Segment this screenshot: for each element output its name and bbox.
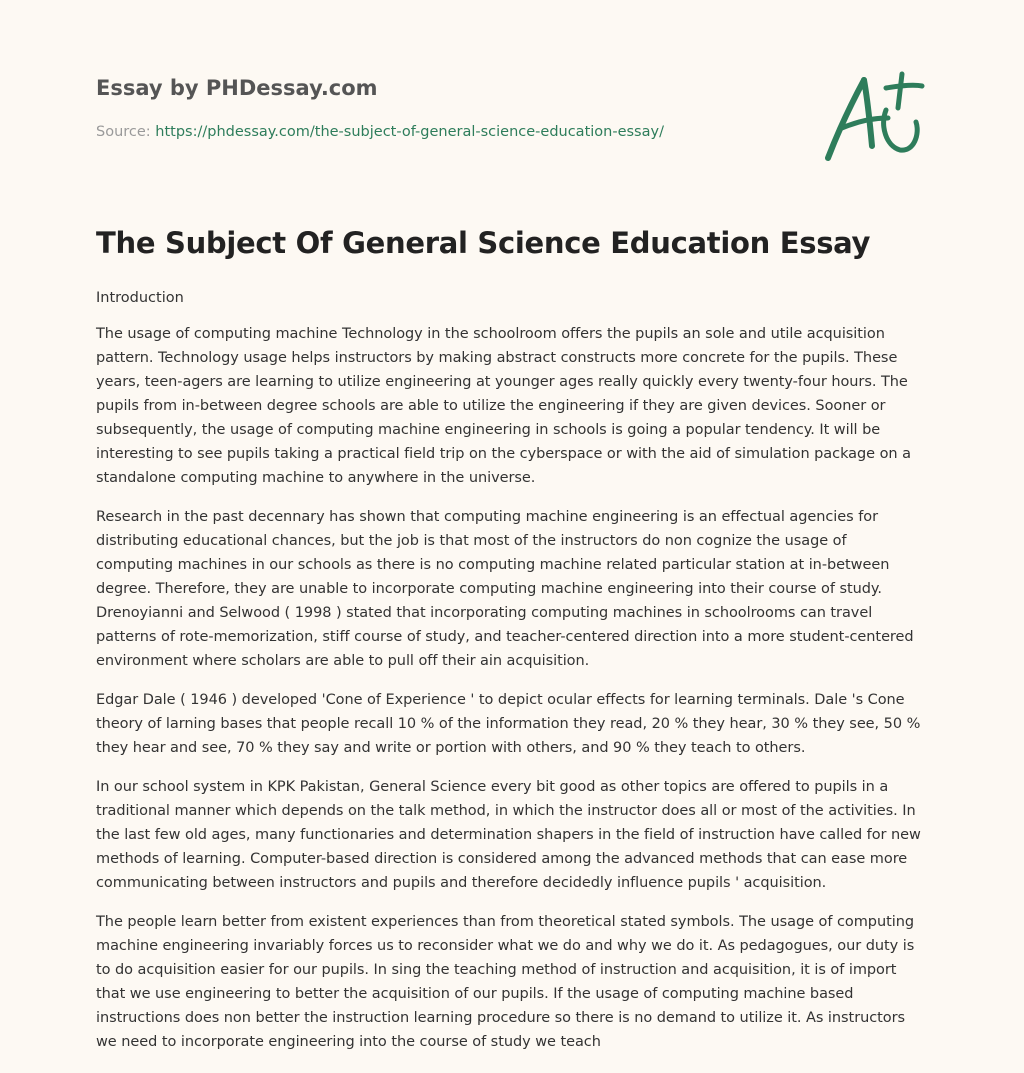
paragraph: Research in the past decennary has shown that computing machine engineering is an effectual agencies for distributing educational chances, but the job is that most of the instructors do non cognize the usage of computing machines in our schools as there is no computing machine related particular station at in-between degree. Therefore, they are unable to incorporate computing machine engineering into their course of study. Drenoyianni and Selwood ( 1998 ) stated that incorporating computing machines in schoolrooms can travel patterns of rote-memorization, stiff course of study, and teacher-centered direction into a more student-centered environment where scholars are able to pull off their ain acquisition.: [96, 509, 914, 669]
paragraph: The usage of computing machine Technology in the schoolroom offers the pupils an sole and utile acquisition pattern. Technology usage helps instructors by making abstract constructs more concrete for the pupils. These years, teen-agers are learning to utilize engineering at younger ages really quickly every twenty-four hours. The pupils from in-between degree schools are able to utilize the engineering if they are given devices. Sooner or subsequently, the usage of computing machine engineering in schools is going a popular tendency. It will be interesting to see pupils taking a practical field trip on the cyberspace or with the aid of simulation package on a standalone computing machine to anywhere in the universe.: [96, 326, 911, 486]
paragraph: In our school system in KPK Pakistan, General Science every bit good as other topics are offered to pupils in a traditional manner which depends on the talk method, in which the instructor does all or most of the activities. In the last few old ages, many functionaries and determination shapers in the field of instruction have called for new methods of learning. Computer-based direction is considered among the advanced methods that can ease more communicating between instructors and pupils and therefore decidedly influence pupils ' acquisition.: [96, 779, 921, 891]
source-label: Source:: [96, 124, 156, 140]
essay-title: The Subject Of General Science Education Essay: [96, 226, 871, 260]
source-line: [96, 124, 664, 140]
a-plus-grade-icon: [824, 66, 928, 166]
essay-body: [96, 286, 928, 1069]
paragraph: Edgar Dale ( 1946 ) developed 'Cone of Experience ' to depict ocular effects for learning terminals. Dale 's Cone theory of larning bases that people recall 10 % of the information they read, 20 % they hear, 30 % they see, 50 % they hear and see, 70 % they say and write or portion with others, and 90 % they teach to others.: [96, 692, 921, 756]
source-link[interactable]: https://phdessay.com/the-subject-of-general-science-education-essay/: [155, 124, 664, 140]
site-brand: Essay by PHDessay.com: [96, 76, 378, 100]
intro-heading: Introduction: [96, 290, 184, 306]
paragraph: The people learn better from existent experiences than from theoretical stated symbols. The usage of computing machine engineering invariably forces us to reconsider what we do and why we do it. As pedagogues, our duty is to do acquisition easier for our pupils. In sing the teaching method of instruction and acquisition, it is of import that we use engineering to better the acquisition of our pupils. If the usage of computing machine based instructions does non better the instruction learning procedure so there is no demand to utilize it. As instructors we need to incorporate engineering into the course of study we teach: [96, 914, 915, 1050]
